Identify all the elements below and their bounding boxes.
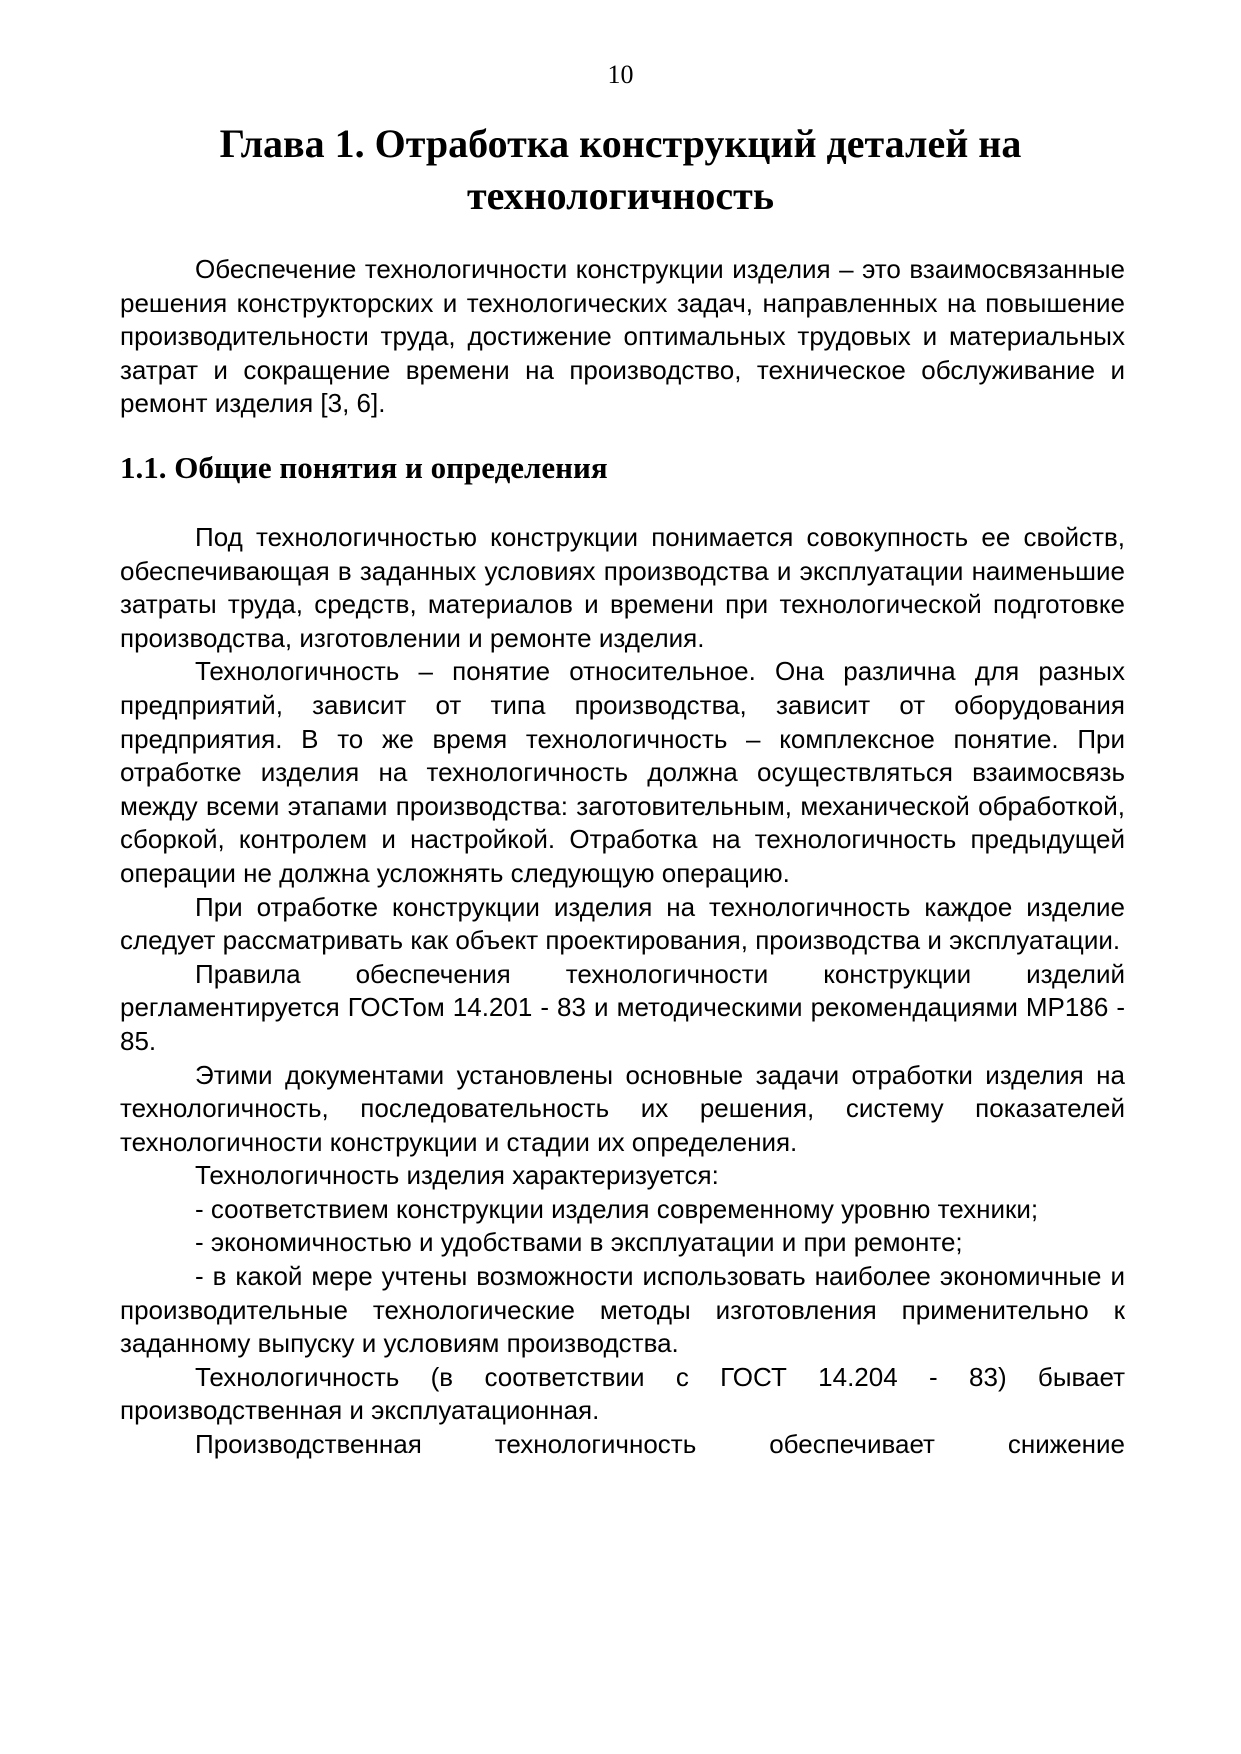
list-item: - экономичностью и удобствами в эксплуатации и при ремонте; (195, 1227, 963, 1258)
chapter-title: Глава 1. Отработка конструкций деталей на технологичность (219, 121, 1022, 218)
list-item: - в какой мере учтены возможности использовать наиболее экономичные и производительные технологические методы изготовления применительно к заданному выпуску и условиям производства. (120, 1261, 1125, 1359)
section-title: 1.1. Общие понятия и определения (120, 450, 608, 485)
intro-paragraph: Обеспечение технологичности конструкции изделия – это взаимосвязанные решения конструкторских и технологических задач, направленных на повышение производительности труда, достижение оптимальных трудовых и материальных затрат и сокращение времени на производство, техническое обслуживание и ремонт изделия [3, 6]. (120, 254, 1125, 419)
paragraph: Технологичность (в соответствии с ГОСТ 14.204 - 83) бывает производственная и эксплуатационная. (120, 1361, 1125, 1426)
paragraph: Технологичность изделия характеризуется: (195, 1160, 719, 1191)
section-body (120, 521, 1125, 1462)
paragraph: Под технологичностью конструкции понимается совокупность ее свойств, обеспечивающая в заданных условиях производства и эксплуатации наименьшие затраты труда, средств, материалов и времени при технологической подготовке производства, изготовлении и ремонте изделия. (120, 522, 1125, 653)
paragraph: Этими документами установлены основные задачи отработки изделия на технологичность, последовательность их решения, систему показателей технологичности конструкции и стадии их определения. (120, 1059, 1125, 1157)
page-number: 10 (607, 60, 634, 89)
paragraph: Технологичность – понятие относительное. Она различна для разных предприятий, зависит от типа производства, зависит от оборудования предприятия. В то же время технологичность – комплексное понятие. При отработке изделия на технологичность должна осуществляться взаимосвязь между всеми этапами производства: заготовительным, механической обработкой, сборкой, контролем и настройкой. Отработка на технологичность предыдущей операции не должна усложнять следующую операцию. (120, 656, 1125, 888)
paragraph: Производственная технологичность обеспечивает снижение (195, 1429, 1125, 1460)
intro-block (120, 253, 1125, 421)
list-item: - соответствием конструкции изделия современному уровню техники; (195, 1193, 1039, 1224)
paragraph: Правила обеспечения технологичности конструкции изделий регламентируется ГОСТом 14.201 - 83 и методическими рекомендациями МР186 - 85. (120, 958, 1125, 1056)
paragraph: При отработке конструкции изделия на технологичность каждое изделие следует рассматривать как объект проектирования, производства и эксплуатации. (120, 891, 1125, 956)
